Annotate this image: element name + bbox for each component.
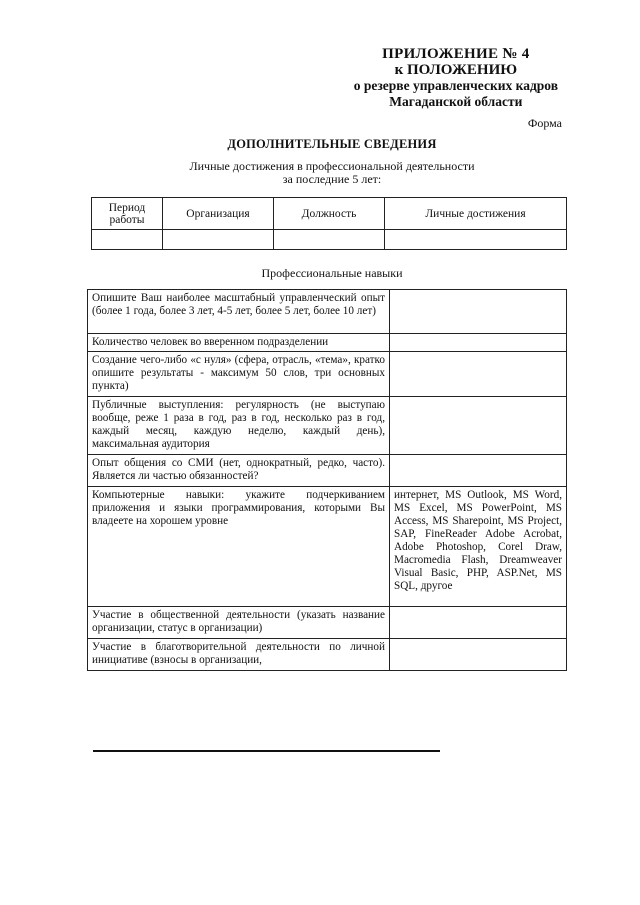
- skill-answer[interactable]: [390, 607, 567, 639]
- achievements-subtitle-line2: за последние 5 лет:: [282, 172, 382, 186]
- appendix-number: ПРИЛОЖЕНИЕ № 4: [382, 46, 530, 62]
- achievements-subtitle: [0, 160, 640, 186]
- skill-question: Участие в благотворительной деятельности по личной инициативе (взносы в организации,: [88, 639, 390, 671]
- skill-question: Компьютерные навыки: укажите подчеркиванием приложения и языки программирования, которыми Вы владеете на хорошем уровне: [88, 487, 390, 607]
- header-organization: Организация: [163, 198, 274, 230]
- skill-question: Участие в общественной деятельности (указать название организации, статус в организации): [88, 607, 390, 639]
- skills-row: [88, 352, 567, 397]
- page-divider: [93, 750, 440, 752]
- skills-title: Профессиональные навыки: [261, 266, 403, 280]
- achievements-subtitle-line1: Личные достижения в профессиональной деятельности: [189, 159, 475, 173]
- skill-question: Опыт общения со СМИ (нет, однократный, редко, часто). Является ли частью обязанностей?: [88, 455, 390, 487]
- skill-answer[interactable]: [390, 352, 567, 397]
- skills-row: [88, 455, 567, 487]
- form-label: Форма: [527, 116, 562, 130]
- cell-period[interactable]: [92, 230, 163, 250]
- skill-question: Публичные выступления: регулярность (не выступаю вообще, реже 1 раза в год, раз в год, несколько раз в год, каждый месяц, каждую неделю, каждый день), максимальная аудитория: [88, 397, 390, 455]
- header-position: Должность: [274, 198, 385, 230]
- appendix-header: [354, 46, 558, 110]
- skill-answer[interactable]: [390, 397, 567, 455]
- skills-row: [88, 487, 567, 607]
- skills-row: [88, 290, 567, 334]
- achievements-header-row: [92, 198, 567, 230]
- cell-organization[interactable]: [163, 230, 274, 250]
- skill-question: Опишите Ваш наиболее масштабный управленческий опыт (более 1 года, более 3 лет, 4-5 лет, более 5 лет, более 10 лет): [88, 290, 390, 334]
- appendix-subject: о резерве управленческих кадров: [353, 78, 558, 93]
- skills-row: [88, 607, 567, 639]
- skills-table: [87, 289, 567, 671]
- skills-row: [88, 397, 567, 455]
- appendix-regulation: к ПОЛОЖЕНИЮ: [394, 62, 518, 78]
- skill-question: Количество человек во вверенном подразделении: [88, 334, 390, 352]
- cell-achievements[interactable]: [385, 230, 567, 250]
- achievements-table: [91, 197, 567, 250]
- page-title: ДОПОЛНИТЕЛЬНЫЕ СВЕДЕНИЯ: [227, 137, 437, 151]
- appendix-region: Магаданской области: [389, 94, 523, 109]
- skill-answer[interactable]: [390, 290, 567, 334]
- skill-question: Создание чего-либо «с нуля» (сфера, отрасль, «тема», кратко опишите результаты - максимум 50 слов, три основных пункта): [88, 352, 390, 397]
- header-period: Период работы: [92, 198, 163, 230]
- skill-answer[interactable]: [390, 455, 567, 487]
- skills-row: [88, 334, 567, 352]
- header-achievements: Личные достижения: [385, 198, 567, 230]
- skills-row: [88, 639, 567, 671]
- skill-answer[interactable]: [390, 639, 567, 671]
- skill-answer[interactable]: интернет, MS Outlook, MS Word, MS Excel, MS PowerPoint, MS Access, MS Sharepoint, MS Project, SAP, FineReader Adobe Acrobat, Adobe Photoshop, Corel Draw, Macromedia Flash, Dreamweaver Visual Basic, PHP, ASP.Net, MS SQL, другое: [390, 487, 567, 607]
- achievements-empty-row: [92, 230, 567, 250]
- cell-position[interactable]: [274, 230, 385, 250]
- skill-answer[interactable]: [390, 334, 567, 352]
